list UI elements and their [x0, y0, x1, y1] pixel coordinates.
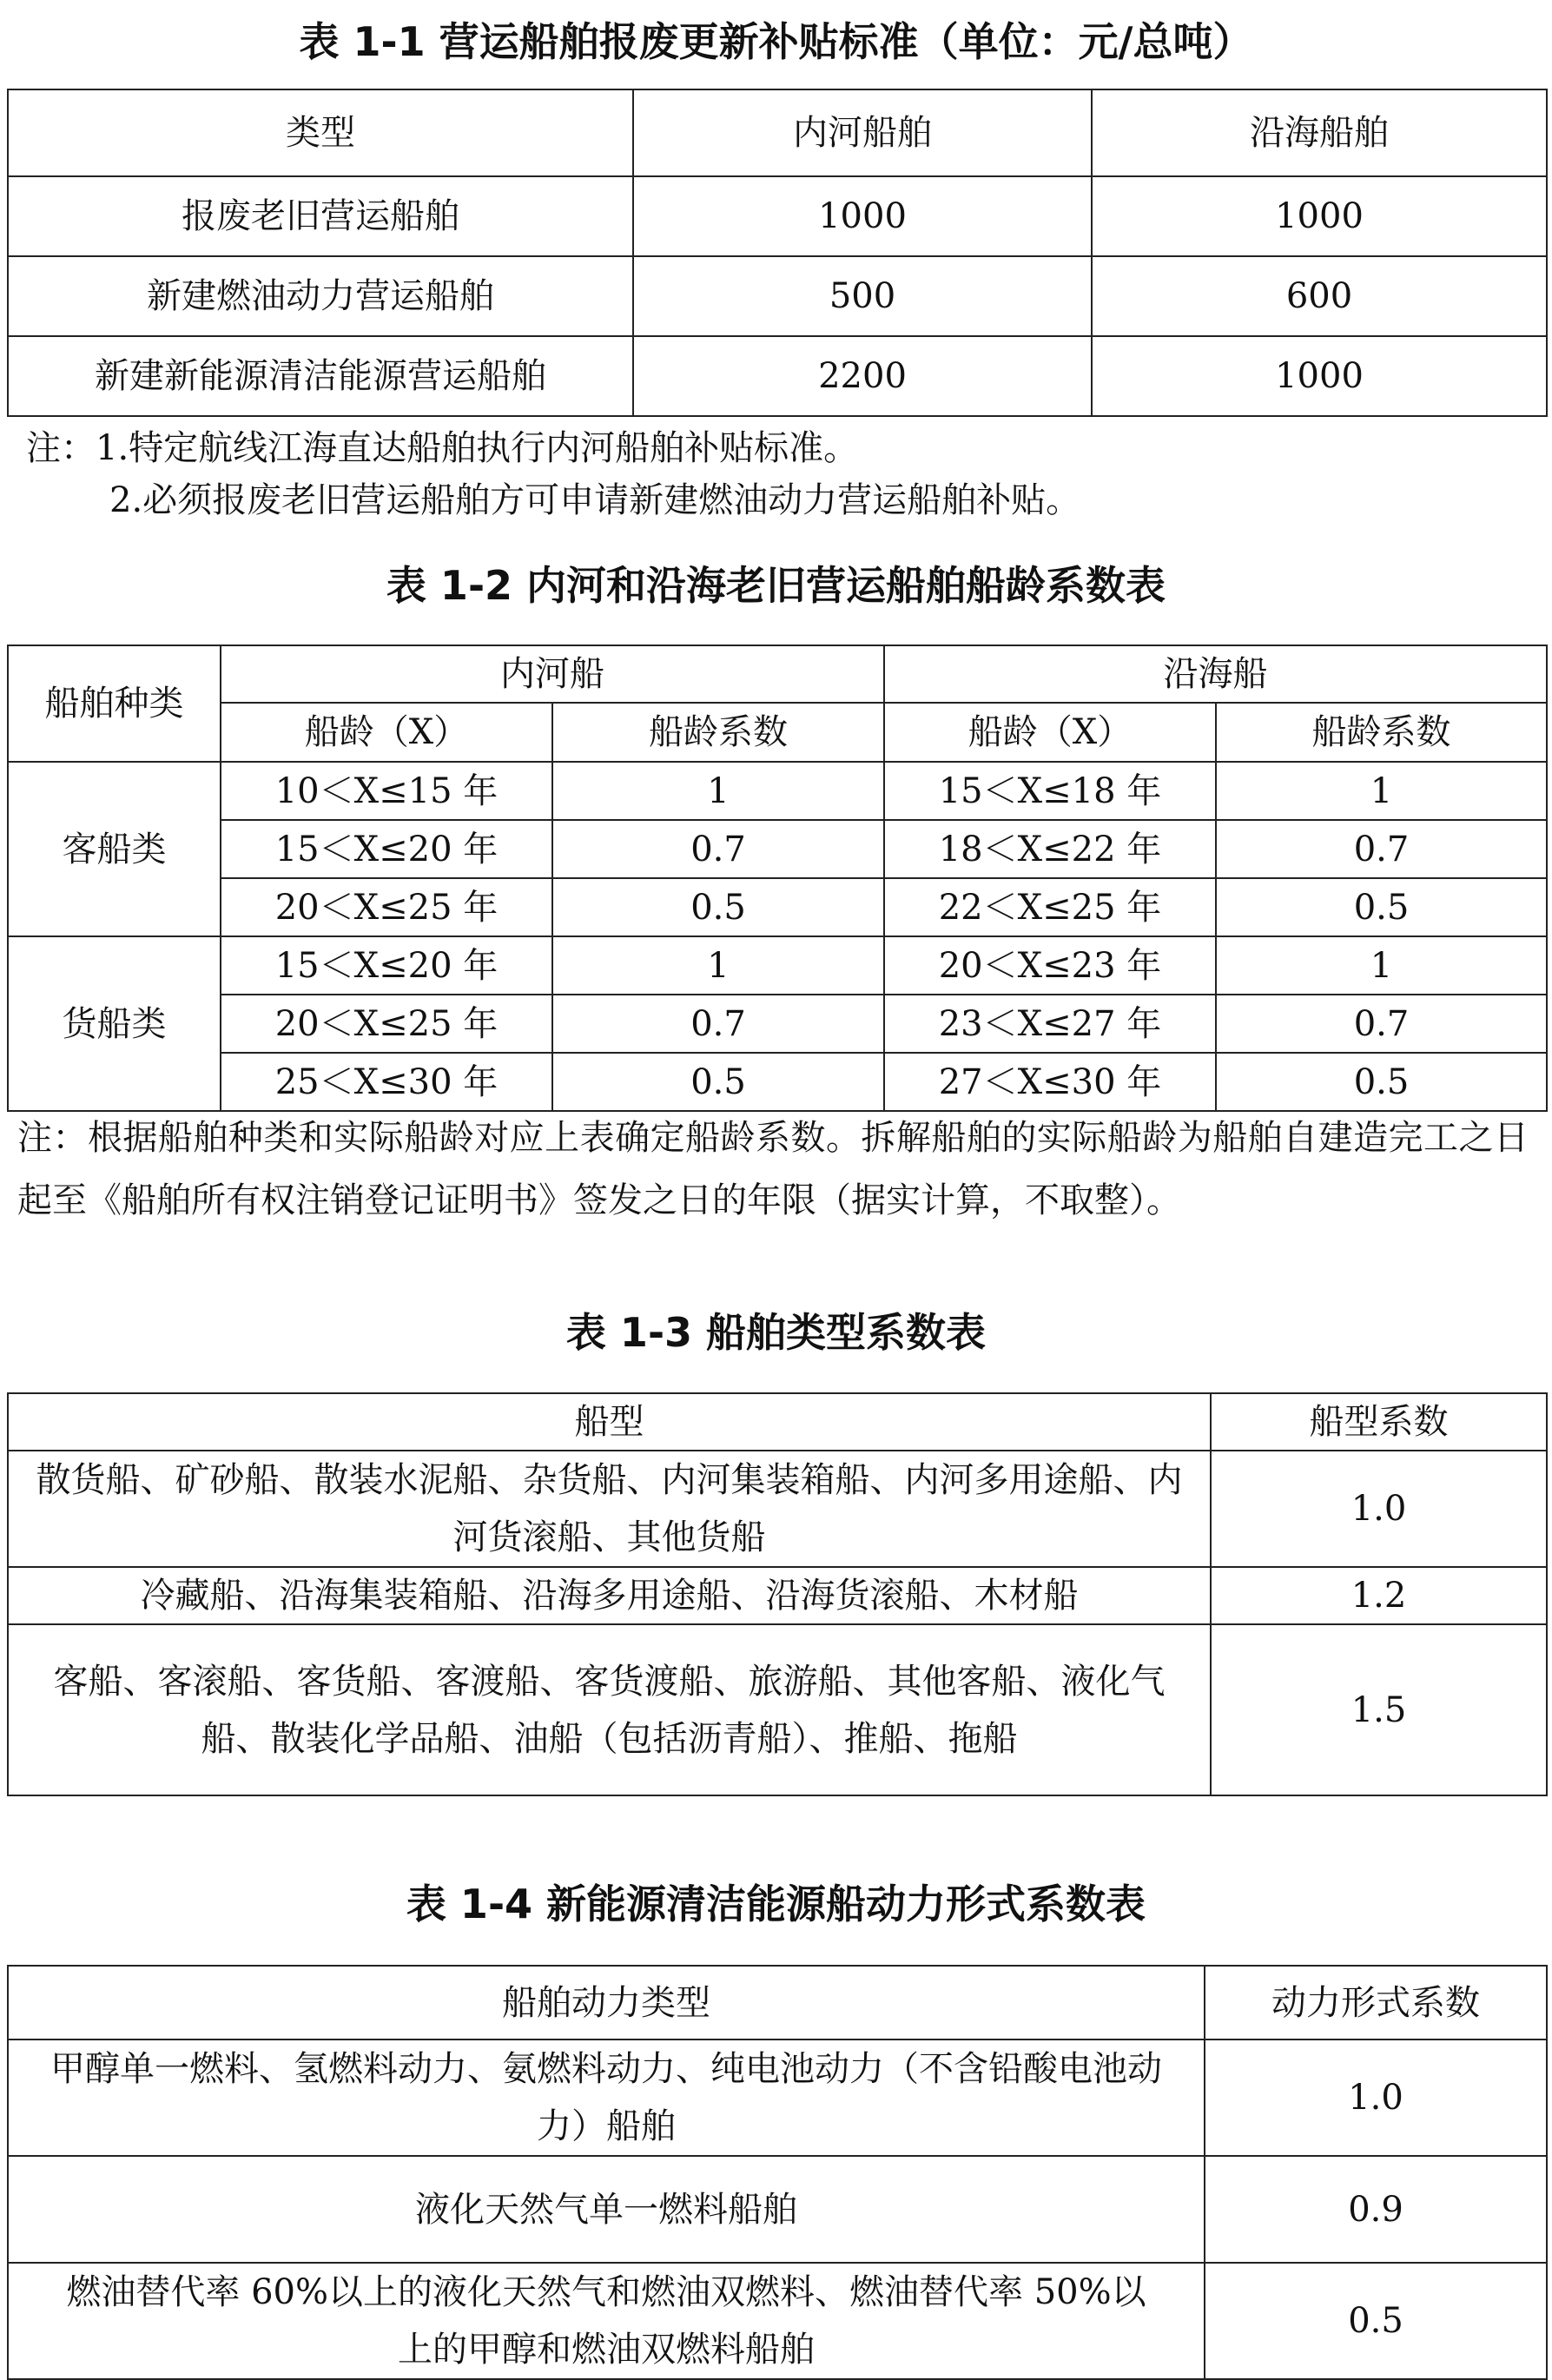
cell: 20＜X≤25 年: [221, 878, 552, 936]
cell: 0.7: [1216, 820, 1547, 878]
cell: 0.5: [1216, 878, 1547, 936]
table-row: [8, 2156, 1547, 2263]
table-row: [8, 176, 1547, 256]
header-cell: 沿海船舶: [1092, 89, 1547, 176]
cell: 2200: [633, 336, 1092, 416]
table-row: [8, 2263, 1547, 2379]
cell: 1.0: [1205, 2040, 1547, 2156]
cell: 15＜X≤20 年: [221, 820, 552, 878]
cell: 0.5: [552, 1053, 884, 1111]
cell: 1.0: [1211, 1451, 1547, 1567]
cell: 客船、客滚船、客货船、客渡船、客货渡船、旅游船、其他客船、液化气船、散装化学品船、油船（包括沥青船）、推船、拖船: [8, 1624, 1211, 1795]
cell: 1000: [1092, 176, 1547, 256]
table-header-row: [8, 1393, 1547, 1451]
cell: 1.5: [1211, 1624, 1547, 1795]
table-header-row: [8, 1966, 1547, 2040]
header-cell: 内河船舶: [633, 89, 1092, 176]
cell: 600: [1092, 256, 1547, 336]
cell: 27＜X≤30 年: [884, 1053, 1216, 1111]
cell: 报废老旧营运船舶: [8, 176, 633, 256]
group-cell-passenger: 客船类: [8, 762, 221, 936]
table-header-row: [8, 703, 1547, 762]
table-1-note-1: 注：1.特定航线江海直达船舶执行内河船舶补贴标准。: [26, 428, 859, 468]
header-cell-age: 船龄（X）: [884, 703, 1216, 762]
cell: 500: [633, 256, 1092, 336]
cell: 燃油替代率 60%以上的液化天然气和燃油双燃料、燃油替代率 50%以上的甲醇和燃油双燃料船舶: [8, 2263, 1205, 2379]
cell: 1: [552, 762, 884, 820]
table-row: [8, 2040, 1547, 2156]
header-cell: 动力形式系数: [1205, 1966, 1547, 2040]
cell: 1: [1216, 936, 1547, 995]
table-row: [8, 820, 1547, 878]
cell: 新建新能源清洁能源营运船舶: [8, 336, 633, 416]
table-2-note: 注：根据船舶种类和实际船龄对应上表确定船龄系数。拆解船舶的实际船龄为船舶自建造完工之日起至《船舶所有权注销登记证明书》签发之日的年限（据实计算，不取整）。: [17, 1118, 1529, 1220]
ship-age-coefficient-table: [7, 645, 1548, 1112]
cell: 新建燃油动力营运船舶: [8, 256, 633, 336]
ship-type-coefficient-table: [7, 1392, 1548, 1796]
table-2-title: 表 1-2 内河和沿海老旧营运船舶船龄系数表: [386, 562, 1166, 609]
header-cell-coastal: 沿海船: [884, 645, 1547, 703]
table-header-row: [8, 645, 1547, 703]
table-1-title: 表 1-1 营运船舶报废更新补贴标准（单位：元/总吨）: [299, 18, 1253, 65]
table-row: [8, 1624, 1547, 1795]
table-row: [8, 256, 1547, 336]
table-row: [8, 936, 1547, 995]
table-row: [8, 1567, 1547, 1624]
cell: 15＜X≤18 年: [884, 762, 1216, 820]
cell: 22＜X≤25 年: [884, 878, 1216, 936]
table-4-title: 表 1-4 新能源清洁能源船动力形式系数表: [406, 1881, 1146, 1927]
cell: 10＜X≤15 年: [221, 762, 552, 820]
table-1-note-2: 2.必须报废老旧营运船舶方可申请新建燃油动力营运船舶补贴。: [109, 480, 1081, 520]
table-3-title: 表 1-3 船舶类型系数表: [565, 1309, 987, 1356]
cell: 甲醇单一燃料、氢燃料动力、氨燃料动力、纯电池动力（不含铅酸电池动力）船舶: [8, 2040, 1205, 2156]
cell: 1: [1216, 762, 1547, 820]
cell: 23＜X≤27 年: [884, 995, 1216, 1053]
cell: 0.7: [1216, 995, 1547, 1053]
cell: 0.7: [552, 995, 884, 1053]
cell: 0.5: [1205, 2263, 1547, 2379]
cell: 1.2: [1211, 1567, 1547, 1624]
table-header-row: [8, 89, 1547, 176]
cell: 0.5: [552, 878, 884, 936]
cell: 20＜X≤23 年: [884, 936, 1216, 995]
header-cell: 船舶动力类型: [8, 1966, 1205, 2040]
cell: 25＜X≤30 年: [221, 1053, 552, 1111]
table-row: [8, 336, 1547, 416]
table-row: [8, 878, 1547, 936]
cell: 液化天然气单一燃料船舶: [8, 2156, 1205, 2263]
cell: 20＜X≤25 年: [221, 995, 552, 1053]
cell: 1000: [633, 176, 1092, 256]
table-row: [8, 762, 1547, 820]
table-row: [8, 1451, 1547, 1567]
cell: 0.5: [1216, 1053, 1547, 1111]
cell: 1000: [1092, 336, 1547, 416]
header-cell-inland: 内河船: [221, 645, 884, 703]
header-cell-ship-type: 船舶种类: [8, 645, 221, 762]
header-cell-coefficient: 船龄系数: [552, 703, 884, 762]
cell: 0.7: [552, 820, 884, 878]
cell: 15＜X≤20 年: [221, 936, 552, 995]
cell: 冷藏船、沿海集装箱船、沿海多用途船、沿海货滚船、木材船: [8, 1567, 1211, 1624]
header-cell-coefficient: 船龄系数: [1216, 703, 1547, 762]
table-row: [8, 995, 1547, 1053]
cell: 1: [552, 936, 884, 995]
group-cell-cargo: 货船类: [8, 936, 221, 1111]
header-cell: 船型: [8, 1393, 1211, 1451]
cell: 0.9: [1205, 2156, 1547, 2263]
header-cell-age: 船龄（X）: [221, 703, 552, 762]
table-row: [8, 1053, 1547, 1111]
cell: 散货船、矿砂船、散装水泥船、杂货船、内河集装箱船、内河多用途船、内河货滚船、其他货船: [8, 1451, 1211, 1567]
subsidy-standard-table: [7, 89, 1548, 417]
cell: 18＜X≤22 年: [884, 820, 1216, 878]
header-cell: 船型系数: [1211, 1393, 1547, 1451]
header-cell: 类型: [8, 89, 633, 176]
power-type-coefficient-table: [7, 1965, 1548, 2380]
